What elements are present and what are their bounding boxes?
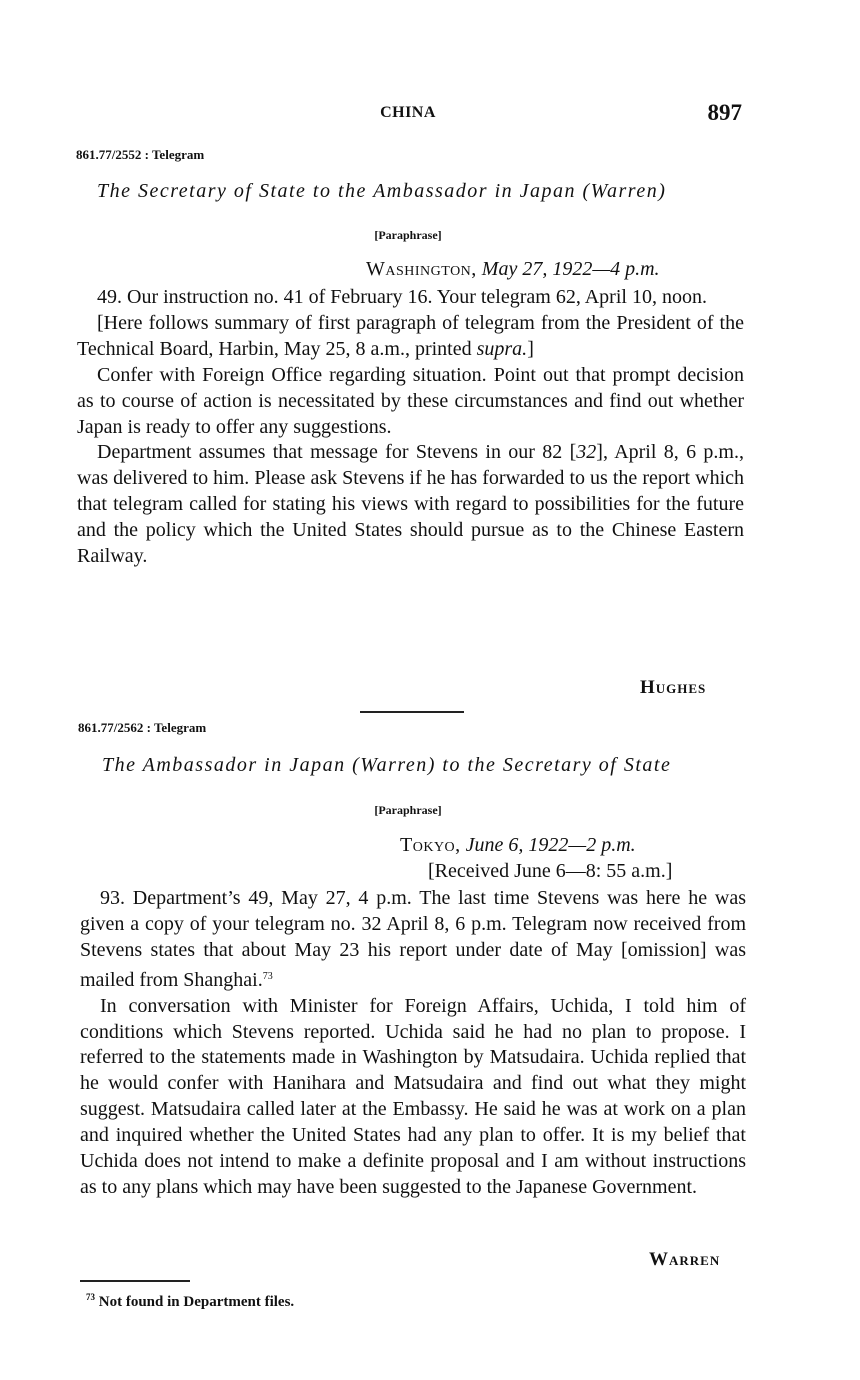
doc2-paragraph-1-text: 93. Department’s 49, May 27, 4 p.m. The last time Stevens was here he was given a copy of your telegram no. 32 April 8, 6 p.m. Telegram now received from Stevens states that about May 23 his report under date of May [omission] was mailed from Shanghai. — [80, 887, 746, 991]
doc2-paraphrase: [Paraphrase] — [374, 803, 442, 817]
doc2-dateline — [400, 834, 636, 857]
doc1-dateline-date: May 27, 1922—4 p.m. — [481, 258, 660, 280]
doc1-paragraph-4 — [77, 440, 744, 570]
doc1-signature: Hughes — [640, 677, 707, 698]
doc2-title: The Ambassador in Japan (Warren) to the Secretary of State — [102, 754, 672, 776]
doc1-paragraph-2-italic: supra. — [476, 337, 528, 360]
footnote-marker: 73 — [86, 1292, 95, 1302]
doc1-paragraph-2-end: ] — [527, 337, 534, 360]
doc2-dateline-place: Tokyo, — [400, 834, 461, 856]
doc1-file-number: 861.77/2552 : Telegram — [76, 147, 205, 162]
running-head — [0, 100, 860, 130]
doc1-paragraph-4-italic: 32 — [576, 441, 597, 464]
doc2-received: [Received June 6—8: 55 a.m.] — [428, 860, 673, 882]
doc2-body — [80, 886, 746, 1201]
doc1-dateline — [366, 258, 660, 281]
doc1-paraphrase: [Paraphrase] — [374, 228, 442, 242]
doc2-dateline-date: June 6, 1922—2 p.m. — [465, 834, 636, 856]
doc1-paragraph-2-text: [Here follows summary of first paragraph of telegram from the President of the Technical Board, Harbin, May 25, 8 a.m., printed — [77, 311, 744, 360]
doc2-paragraph-1 — [80, 886, 746, 994]
doc1-dateline-place: Washington, — [366, 258, 477, 280]
footnote-reference: 73 — [262, 970, 273, 982]
footnote-text: Not found in Department files. — [98, 1294, 295, 1310]
page-number: 897 — [707, 100, 742, 125]
doc2-paragraph-2: In conversation with Minister for Foreign Affairs, Uchida, I told him of conditions which Stevens reported. Uchida said he had no plan to propose. I referred to the statements made in Washington by Matsudaira. Uchida replied that he would confer with Hanihara and Matsudaira and find out what they might suggest. Matsudaira called later at the Embassy. He said he was at work on a plan and inquired whether the United States had any plan to offer. It is my belief that Uchida does not intend to make a definite proposal and I am without instructions as to any plans which may have been suggested to the Japanese Government. — [80, 994, 746, 1198]
footnote-rule — [80, 1280, 190, 1282]
doc1-paragraph-4-a: Department assumes that message for Stevens in our 82 [ — [97, 441, 577, 464]
doc1-paragraph-2 — [77, 311, 744, 363]
doc1-paragraph-4-b: ], April 8, 6 p.m., was delivered to him. Please ask Stevens if he has forwarded to us the report which that telegram called for stating his views with regard to possibilities for the future and the policy which the United States should pursue as to the Chinese Eastern Railway. — [77, 441, 744, 568]
doc1-paragraph-1: 49. Our instruction no. 41 of February 16. Your telegram 62, April 10, noon. — [97, 286, 707, 308]
doc1-body — [77, 285, 744, 570]
doc1-paragraph-3: Confer with Foreign Office regarding situation. Point out that prompt decision as to course of action is necessitated by these circumstances and find out whether Japan is ready to offer any suggestions. — [77, 363, 744, 438]
doc2-signature: Warren — [649, 1249, 721, 1270]
footnote — [86, 1292, 294, 1311]
running-title: CHINA — [380, 104, 436, 121]
section-divider — [360, 711, 464, 713]
doc1-title: The Secretary of State to the Ambassador in Japan (Warren) — [97, 180, 667, 202]
doc2-file-number: 861.77/2562 : Telegram — [78, 720, 207, 735]
